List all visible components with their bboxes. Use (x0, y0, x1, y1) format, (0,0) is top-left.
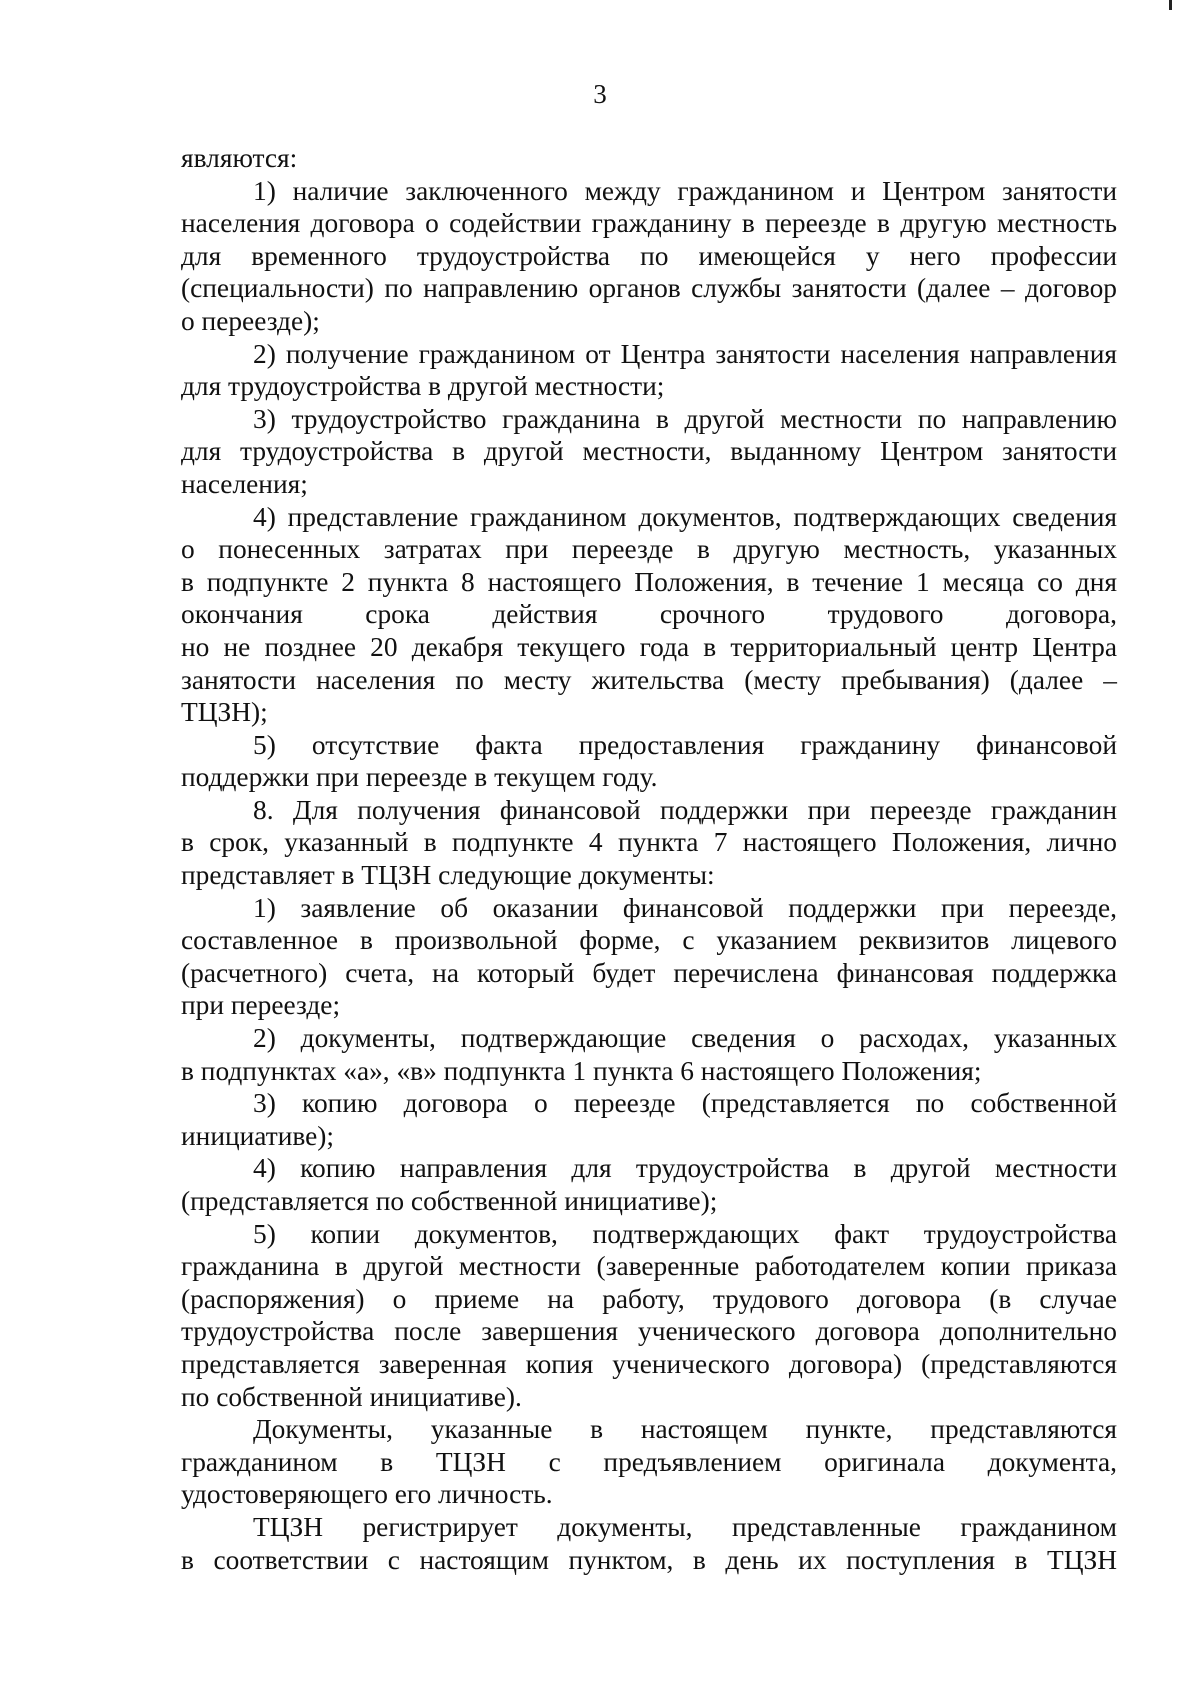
text-line: в соответствии с настоящим пунктом, в день их поступления в ТЦЗН (181, 1544, 1117, 1575)
text-line: 2) получение гражданином от Центра занятости населения направления (253, 338, 1117, 369)
text-line: занятости населения по месту жительства (месту пребывания) (далее – (181, 664, 1117, 695)
text-line: 1) заявление об оказании финансовой поддержки при переезде, (253, 892, 1117, 923)
text-line: но не позднее 20 декабря текущего года в территориальный центр Центра (181, 631, 1117, 662)
text-line: ТЦЗН); (181, 697, 268, 728)
document-body (181, 142, 1117, 1576)
text-line: в подпункте 2 пункта 8 настоящего Положения, в течение 1 месяца со дня (181, 566, 1117, 597)
text-line: гражданином в ТЦЗН с предъявлением оригинала документа, (181, 1446, 1117, 1477)
text-line: 5) копии документов, подтверждающих факт трудоустройства (253, 1218, 1117, 1249)
text-line: удостоверяющего его личность. (181, 1479, 553, 1510)
text-line: 3) копию договора о переезде (представляется по собственной (253, 1088, 1117, 1119)
text-line: 5) отсутствие факта предоставления гражданину финансовой (253, 729, 1117, 760)
text-line: 3) трудоустройство гражданина в другой местности по направлению (253, 403, 1117, 434)
text-line: для временного трудоустройства по имеющейся у него профессии (181, 240, 1117, 271)
text-line: (представляется по собственной инициативе); (181, 1186, 718, 1216)
text-line: для трудоустройства в другой местности, выданному Центром занятости (181, 436, 1117, 467)
text-line: населения договора о содействии гражданину в переезде в другую местность (181, 208, 1117, 239)
text-line: о переезде); (181, 305, 320, 336)
text-line: представляется заверенная копия ученического договора) (представляются (181, 1348, 1117, 1379)
page-number: 3 (593, 79, 607, 109)
scan-mark (1169, 0, 1172, 10)
text-line: 1) наличие заключенного между гражданином и Центром занятости (253, 175, 1117, 206)
text-line: (расчетного) счета, на который будет перечислена финансовая поддержка (181, 957, 1117, 988)
text-line: населения; (181, 468, 308, 499)
text-line: 2) документы, подтверждающие сведения о расходах, указанных (253, 1023, 1117, 1054)
text-line: гражданина в другой местности (заверенные работодателем копии приказа (181, 1251, 1117, 1282)
text-line: трудоустройства после завершения ученического договора дополнительно (181, 1316, 1117, 1347)
text-line: окончания срока действия срочного трудового договора, (181, 599, 1117, 630)
text-line: 4) представление гражданином документов, подтверждающих сведения (253, 501, 1117, 532)
text-line: в подпунктах «а», «в» подпункта 1 пункта 6 настоящего Положения; (181, 1055, 982, 1086)
text-line: 8. Для получения финансовой поддержки при переезде гражданин (253, 794, 1117, 825)
text-line: в срок, указанный в подпункте 4 пункта 7 настоящего Положения, лично (181, 827, 1117, 858)
text-line: составленное в произвольной форме, с указанием реквизитов лицевого (181, 925, 1117, 956)
text-line: Документы, указанные в настоящем пункте, представляются (253, 1414, 1117, 1445)
text-line: для трудоустройства в другой местности; (181, 371, 665, 402)
text-line: 4) копию направления для трудоустройства в другой местности (253, 1153, 1117, 1184)
text-line: (распоряжения) о приеме на работу, трудового договора (в случае (181, 1283, 1117, 1314)
text-line: поддержки при переезде в текущем году. (181, 762, 658, 793)
text-line: представляет в ТЦЗН следующие документы: (181, 860, 715, 891)
text-line: ТЦЗН регистрирует документы, представленные гражданином (253, 1511, 1117, 1542)
text-line: о понесенных затратах при переезде в другую местность, указанных (181, 534, 1117, 565)
text-line: (специальности) по направлению органов службы занятости (далее – договор (181, 273, 1117, 304)
text-line: инициативе); (181, 1120, 335, 1151)
text-line: при переезде; (181, 990, 341, 1021)
text-line: по собственной инициативе). (181, 1381, 522, 1412)
text-line: являются: (181, 143, 298, 173)
